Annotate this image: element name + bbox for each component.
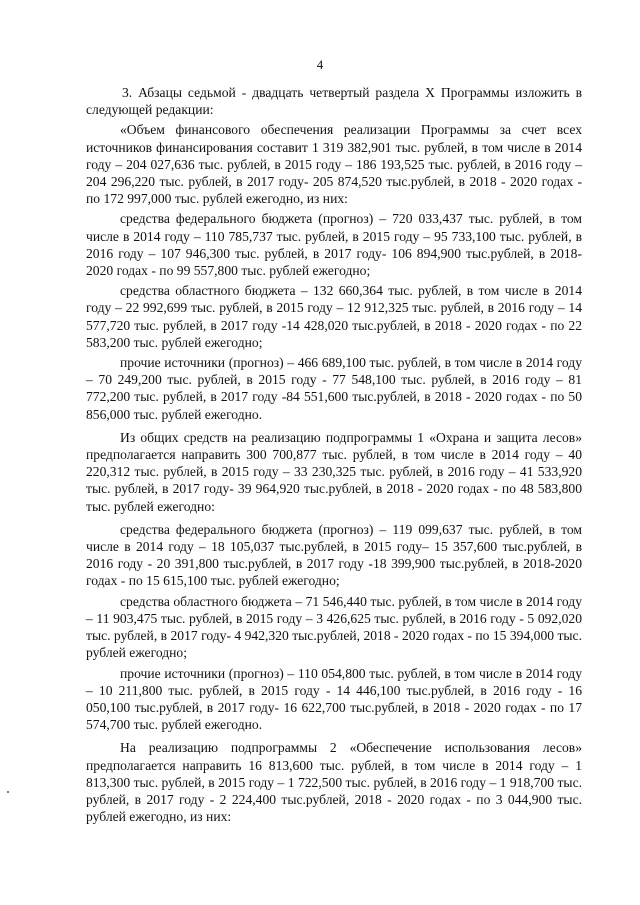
subprogram-1-federal-paragraph: средства федерального бюджета (прогноз) – 119 099,637 тыс. рублей, в том числе в 2014 году – 18 105,037 тыс.рублей, в 2015 году– 15 357,600 тыс.рублей, в 2016 году - 20 391,800 тыс.рублей, в 2017 году -18 399,900 тыс.рублей, в 2018-2020 годах - по 15 615,100 тыс. рублей ежегодно; <box>86 521 582 589</box>
subprogram-1-paragraph: Из общих средств на реализацию подпрограммы 1 «Охрана и защита лесов» предполагается направить 300 700,877 тыс. рублей, в том числе в 2014 году – 40 220,312 тыс. рублей, в 2015 году – 33 230,325 тыс. рублей, в 2016 году – 41 533,920 тыс. рублей, в 2017 году- 39 964,920 тыс.рублей, в 2018 - 2020 годах - по 48 583,800 тыс. рублей ежегодно: <box>86 429 582 514</box>
page-number: 4 <box>316 57 324 72</box>
other-sources-paragraph: прочие источники (прогноз) – 466 689,100 тыс. рублей, в том числе в 2014 году – 70 249,200 тыс. рублей, в 2015 году - 77 548,100 тыс. рублей, в 2016 году – 81 772,200 тыс. рублей, в 2017 году -84 551,600 тыс.рублей, в 2018 - 2020 годах - по 50 856,000 тыс. рублей ежегодно. <box>86 355 582 422</box>
subprogram-1-regional-paragraph: средства областного бюджета – 71 546,440 тыс. рублей, в том числе в 2014 году – 11 903,475 тыс. рублей, в 2015 году – 3 426,625 тыс. рублей, в 2016 году - 5 092,020 тыс. рублей, в 2017 году- 4 942,320 тыс.рублей, 2018 - 2020 годах - по 15 394,000 тыс. рублей ежегодно; <box>86 593 582 661</box>
amendment-heading: 3. Абзацы седьмой - двадцать четвертый раздела X Программы изложить в следующей редакции: <box>86 85 582 118</box>
subprogram-2-paragraph: На реализацию подпрограммы 2 «Обеспечение использования лесов» предполагается направить 16 813,600 тыс. рублей, в том числе в 2014 году – 1 813,300 тыс. рублей, в 2015 году – 1 722,500 тыс. рублей, в 2016 году – 1 918,700 тыс. рублей, в 2017 году - 2 224,400 тыс.рублей, 2018 - 2020 годах - по 3 044,900 тыс. рублей ежегодно, из них: <box>86 740 582 825</box>
program-funding-paragraph: «Объем финансового обеспечения реализации Программы за счет всех источников финансирования составит 1 319 382,901 тыс. рублей, в том числе в 2014 году – 204 027,636 тыс. рублей, в 2015 году – 186 193,525 тыс. рублей, в 2016 году – 204 296,220 тыс. рублей, в 2017 году- 205 874,520 тыс.рублей, в 2018 - 2020 годах - по 172 997,000 тыс. рублей ежегодно, из них: <box>86 122 582 207</box>
regional-budget-paragraph: средства областного бюджета – 132 660,364 тыс. рублей, в том числе в 2014 году – 22 992,699 тыс. рублей, в 2015 году – 12 912,325 тыс. рублей, в 2016 году – 14 577,720 тыс. рублей, в 2017 году -14 428,020 тыс.рублей, в 2018 - 2020 годах - по 22 583,200 тыс. рублей ежегодно; <box>86 283 582 350</box>
subprogram-1-other-paragraph: прочие источники (прогноз) – 110 054,800 тыс. рублей, в том числе в 2014 году – 10 211,800 тыс. рублей, в 2015 году - 14 446,100 тыс.рублей, в 2016 году - 16 050,100 тыс.рублей, в 2017 году- 16 622,700 тыс.рублей, в 2018 - 2020 годах - по 17 574,700 тыс. рублей ежегодно. <box>86 665 582 733</box>
document-body <box>86 84 582 831</box>
federal-budget-paragraph: средства федерального бюджета (прогноз) – 720 033,437 тыс. рублей, в том числе в 2014 году – 110 785,737 тыс. рублей, в 2015 году – 95 733,100 тыс. рублей, в 2016 году – 107 946,300 тыс. рублей, в 2017 году- 106 894,900 тыс.рублей, в 2018- 2020 годах - по 99 557,800 тыс. рублей ежегодно; <box>86 211 582 279</box>
scan-speck <box>7 791 9 793</box>
